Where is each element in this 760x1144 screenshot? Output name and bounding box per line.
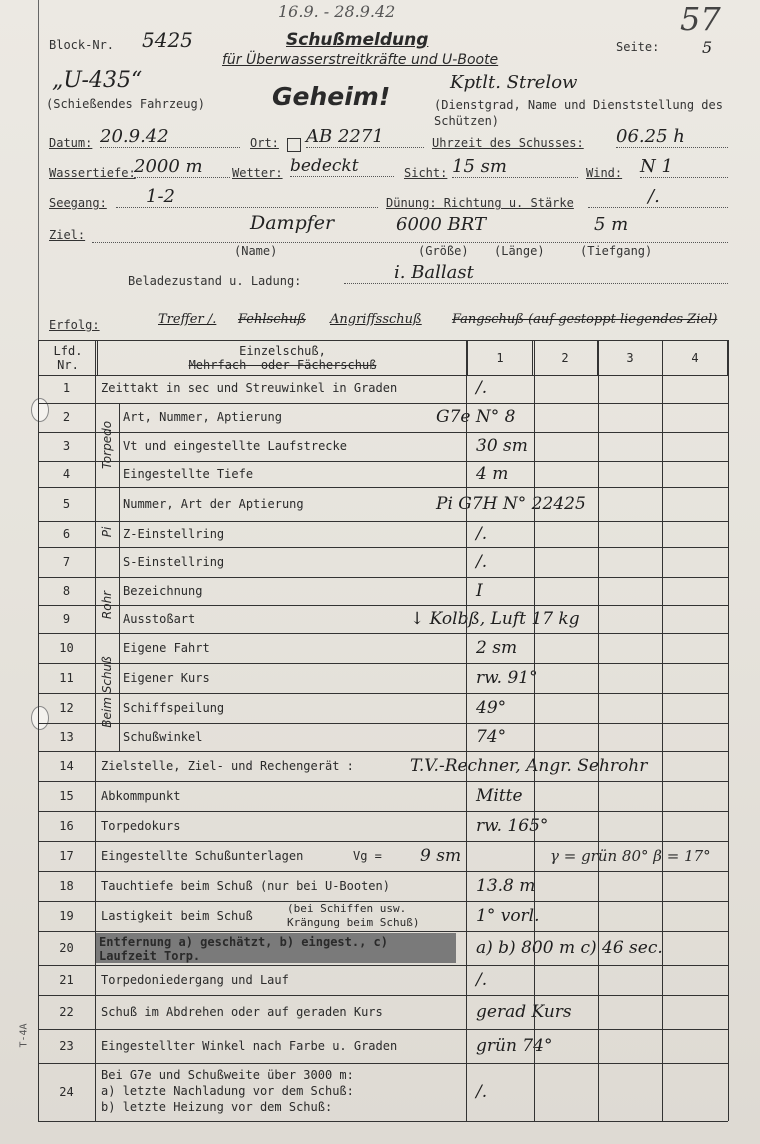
row-nr: 20 [59,941,74,955]
fehlschuss-option: Fehlschuß [238,312,306,327]
seite-value: 5 [702,38,713,57]
table-header-row [39,341,728,376]
wetter-value: bedeckt [290,156,394,177]
ziel-groesse-value: 6000 BRT [396,214,486,235]
row-value: 49° [476,698,507,718]
row-label: Eigene Fahrt [123,641,210,655]
row-nr: 4 [62,467,71,481]
sicht-value: 15 sm [452,156,578,178]
ort-checkbox [287,138,301,152]
form-subtitle: für Überwasserstreitkräfte und U-Boote [222,52,499,68]
row-nr: 10 [59,641,74,655]
row-nr: 9 [62,612,71,626]
row-value: 74° [476,727,507,747]
group-top-line [95,487,119,488]
side-mark: T-4A [18,1023,30,1048]
datum-value: 20.9.42 [100,126,240,148]
row-value: 4 m [476,464,509,484]
row-value-2: γ = grün 80° β = 17° [550,847,711,865]
head-mehrfach-text: Mehrfach- oder Fächerschuß [188,358,377,372]
wassertiefe-label: Wassertiefe: [49,166,136,180]
block-label: Block-Nr. [49,38,115,52]
duenung-value: /. [588,186,728,208]
erfolg-label: Erfolg: [49,318,100,332]
row-nr: 14 [59,759,74,773]
row-sublabel-b: b) letzte Heizung vor dem Schuß: [101,1100,333,1114]
seegang-value: 1-2 [116,186,378,208]
nr-divider [95,340,96,1121]
form-title: Schußmeldung [286,30,429,50]
group-beim-schuss: Beim Schuß [100,656,114,728]
row-label: S-Einstellring [123,555,225,569]
row-nr: 12 [59,701,74,715]
col2-divider [534,340,535,1121]
row-nr: 21 [59,973,74,987]
group-torpedo: Torpedo [100,420,114,470]
right-border [728,340,729,1121]
vessel-label: (Schießendes Fahrzeug) [46,97,205,111]
angriffsschuss-option: Angriffsschuß [330,312,422,327]
date-range-note: 16.9. - 28.9.42 [278,2,396,21]
group-rohr: Rohr [100,590,114,620]
row-value: I [476,581,483,601]
row-value: 1° vorl. [476,906,540,926]
row-label: Bezeichnung [123,584,203,598]
block-value: 5425 [142,28,193,52]
col-head-4: 4 [663,341,728,376]
col3-divider [598,340,599,1121]
row-note: (bei Schiffen usw. Krängung beim Schuß) [287,902,420,929]
row-label: Tauchtiefe beim Schuß (nur bei U-Booten) [101,879,390,893]
tiefgang-sublabel: (Tiefgang) [580,244,653,258]
datum-label: Datum: [49,136,93,150]
head-einzel [98,341,468,376]
binding-line [38,0,39,340]
row-label: Eigener Kurs [123,671,210,685]
seegang-label: Seegang: [49,196,107,210]
treffer-option: Treffer /. [158,312,217,327]
row-label: Schuß im Abdrehen oder auf geraden Kurs [101,1005,383,1019]
row-extra: Vg = [353,849,382,863]
row-value: /. [476,524,488,544]
row-value: grün 74° [476,1036,553,1056]
row-label: Entfernung a) geschätzt, b) eingest., c) Laufzeit Torp. [95,933,456,963]
head-nr [39,341,98,376]
ort-value: AB 2271 [306,126,424,148]
row-value: 9 sm [420,846,462,866]
row-label: Art, Nummer, Aptierung [123,410,282,424]
row-nr: 22 [59,1005,74,1019]
col1-divider [466,340,467,1121]
vessel-value: „U-435“ [52,68,143,93]
fangschuss-option: Fangschuß (auf gestoppt liegendes Ziel) [452,312,718,327]
row-value: G7e N° 8 [436,407,516,427]
row-label: Nummer, Art der Aptierung [123,497,304,511]
row-value: ↓ Kolbß, Luft 17 kg [410,609,580,629]
group-divider [119,487,120,577]
wassertiefe-value: 2000 m [134,156,230,178]
row-divider [38,1121,728,1122]
shooter-value: Kptlt. Strelow [450,72,578,93]
row-nr: 15 [59,789,74,803]
row-nr: 19 [59,909,74,923]
row-nr: 11 [59,671,74,685]
col-head-3: 3 [598,341,663,376]
group-divider [119,633,120,751]
col-head-2: 2 [533,341,598,376]
col4-divider [662,340,663,1121]
row-value: gerad Kurs [476,1002,572,1022]
row-label: Torpedokurs [101,819,181,833]
group-divider [119,577,120,633]
group-top-line [95,633,119,634]
groesse-sublabel: (Größe) [418,244,469,258]
uhrzeit-value: 06.25 h [616,126,728,148]
row-label: Lastigkeit beim Schuß [101,909,253,923]
row-label: Zeittakt in sec und Streuwinkel in Graden [101,381,398,395]
row-nr: 7 [62,555,71,569]
row-label: Eingestellter Winkel nach Farbe u. Graden [101,1039,398,1053]
row-nr: 17 [59,849,74,863]
row-divider [38,1063,728,1064]
row-nr: 18 [59,879,74,893]
row-value: rw. 165° [476,816,549,836]
group-pi: Pi [100,526,114,538]
row-value: /. [476,552,488,572]
sicht-label: Sicht: [404,166,448,180]
ziel-tiefgang-value: 5 m [594,214,629,235]
laenge-sublabel: (Länge) [494,244,545,258]
row-label: Eingestellte Schußunterlagen [101,849,304,863]
row-label: Eingestellte Tiefe [123,467,254,481]
left-border [38,340,39,1121]
row-label: Ausstoßart [123,612,196,626]
row-label: Zielstelle, Ziel- und Rechengerät : [101,759,354,773]
belade-value: i. Ballast [344,262,728,284]
row-nr: 23 [59,1039,74,1053]
row-value: 13.8 m [476,876,536,896]
wind-value: N 1 [640,156,728,178]
row-nr: 1 [62,381,71,395]
row-sublabel-a: a) letzte Nachladung vor dem Schuß: [101,1084,354,1098]
name-sublabel: (Name) [234,244,278,258]
row-value: /. [476,970,488,990]
ziel-name-value: Dampfer [250,212,335,234]
row-label: Z-Einstellring [123,527,225,541]
row-value: rw. 91° [476,668,538,688]
row-nr: 16 [59,819,74,833]
row-value: 30 sm [476,436,528,456]
row-value: a) b) 800 m c) 46 sec. [476,938,663,958]
row-label: Torpedoniedergang und Lauf [101,973,289,987]
row-nr: 24 [59,1085,74,1099]
col-head-1: 1 [468,341,533,376]
wind-label: Wind: [586,166,623,180]
row-nr: 5 [62,497,71,511]
row-label: Schußwinkel [123,730,203,744]
wetter-label: Wetter: [232,166,283,180]
ort-label: Ort: [250,136,279,150]
uhrzeit-label: Uhrzeit des Schusses: [432,136,584,150]
group-divider [119,403,120,487]
row-nr: 13 [59,730,74,744]
row-label: Vt und eingestellte Laufstrecke [123,439,347,453]
head-einzel-text: Einzelschuß, [239,344,326,358]
row-nr: 2 [62,410,71,424]
row-nr: 6 [62,527,71,541]
row-label: Abkommpunkt [101,789,181,803]
row-value: Mitte [476,786,523,806]
row-value: Pi G7H N° 22425 [436,494,586,514]
page-number-big: 57 [680,0,721,38]
ziel-label: Ziel: [49,228,86,242]
row-label: Bei G7e und Schußweite über 3000 m: [101,1068,354,1082]
row-value: T.V.-Rechner, Angr. Sehrohr [410,756,648,776]
seite-label: Seite: [616,40,660,54]
shooter-label: (Dienstgrad, Name und Dienststellung des Schützen) [434,98,723,128]
row-nr: 3 [62,439,71,453]
head-nr-text: Lfd. Nr. [53,344,83,372]
group-top-line [95,577,119,578]
group-top-line [95,403,119,404]
shot-table [38,340,728,376]
row-nr: 8 [62,584,71,598]
row-value: /. [476,378,488,398]
row-value: /. [476,1082,488,1102]
duenung-label: Dünung: Richtung u. Stärke [386,196,574,210]
ziel-dotted-line [92,242,728,243]
belade-label: Beladezustand u. Ladung: [128,274,302,288]
row-value: 2 sm [476,638,518,658]
secret-stamp: Geheim! [272,82,391,111]
row-label: Schiffspeilung [123,701,225,715]
